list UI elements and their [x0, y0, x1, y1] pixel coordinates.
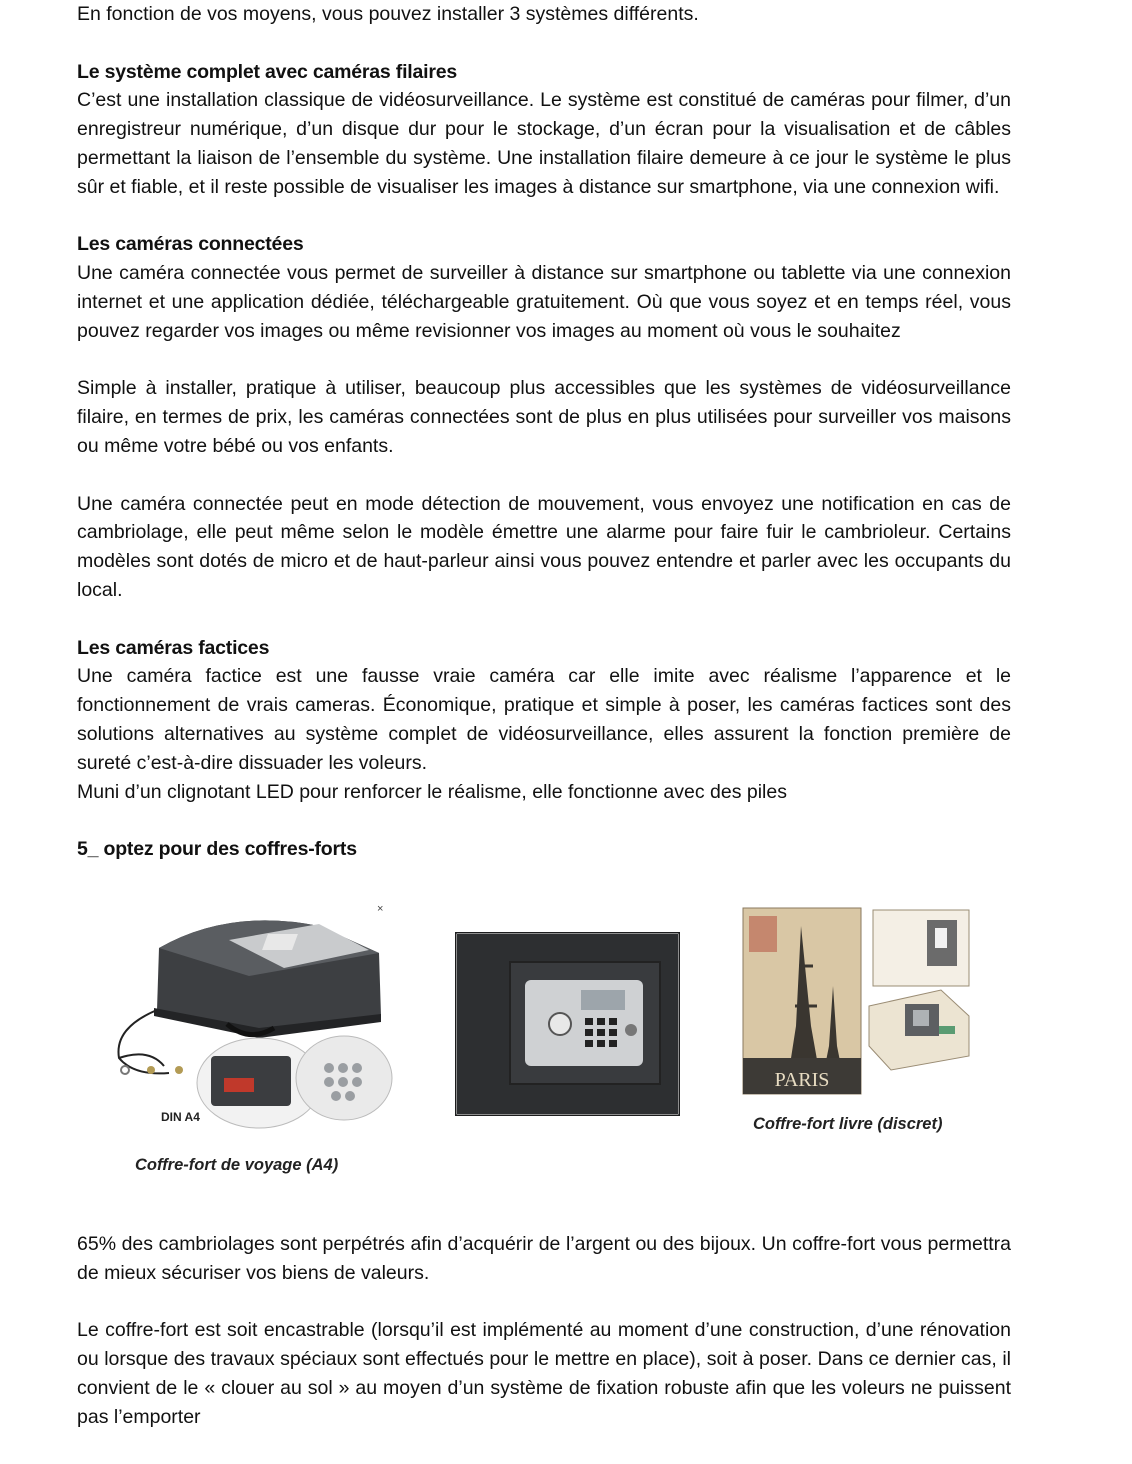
heading-dummy-cameras: Les caméras factices — [77, 636, 270, 659]
paragraph-dummy-1: Une caméra factice est une fausse vraie caméra car elle imite avec réalisme l’apparence et le fonctionnement de vrais cameras. Économique, pratique et simple à poser, les caméras factices sont des solutions alternatives au système complet de vidéosurveillance, elles assurent la fonction première de sureté c’est-à-dire dissuader les voleurs. — [77, 665, 1011, 774]
travel-safe-label: DIN A4 — [161, 1109, 200, 1124]
electronic-safe-image — [455, 932, 680, 1116]
paragraph-safes-1: 65% des cambriolages sont perpétrés afin d’acquérir de l’argent ou des bijoux. Un coffre-fort vous permettra de mieux sécuriser vos biens de valeurs. — [77, 1232, 1011, 1284]
heading-wired-system: Le système complet avec caméras filaires — [77, 60, 458, 83]
intro-paragraph: En fonction de vos moyens, vous pouvez installer 3 systèmes différents. — [77, 3, 699, 25]
svg-text:×: × — [377, 902, 384, 915]
heading-safes: 5_ optez pour des coffres-forts — [77, 838, 357, 861]
book-safe-caption: Coffre-fort livre (discret) — [753, 1114, 943, 1133]
paragraph-connected-2: Simple à installer, pratique à utiliser, beaucoup plus accessibles que les systèmes de vidéosurveillance filaire, en termes de prix, les caméras connectées sont de plus en plus utilisées pour surveiller vos maisons ou même votre bébé ou vos enfants. — [77, 377, 1011, 457]
paragraph-wired-system: C’est une installation classique de vidéosurveillance. Le système est constitué de caméras pour filmer, d’un enregistreur numérique, d’un disque dur pour le stockage, d’un écran pour la visualisation et de câbles permettant la liaison de l’ensemble du système. Une installation filaire demeure à ce jour le système le plus sûr et fiable, et il reste possible de visualiser les images à distance sur smartphone, via une connexion wifi. — [77, 89, 1011, 198]
safes-figures — [77, 870, 1011, 1230]
book-cover-text: PARIS — [774, 1068, 830, 1091]
paragraph-connected-1: Une caméra connectée vous permet de surveiller à distance sur smartphone ou tablette via une connexion internet et une application dédiée, téléchargeable gratuitement. Où que vous soyez et en temps réel, vous pouvez regarder vos images ou même revisionner vos images au moment où vous le souhaitez — [77, 262, 1011, 342]
paragraph-dummy-2: Muni d’un clignotant LED pour renforcer le réalisme, elle fonctionne avec des piles — [77, 780, 787, 803]
travel-safe-caption: Coffre-fort de voyage (A4) — [135, 1155, 339, 1174]
travel-safe-image — [109, 898, 399, 1138]
heading-connected-cameras: Les caméras connectées — [77, 233, 304, 256]
paragraph-safes-2: Le coffre-fort est soit encastrable (lorsqu’il est implémenté au moment d’une construction, d’une rénovation ou lorsque des travaux spéciaux sont effectués pour le mettre en place), soit à poser. Dans ce dernier cas, il convient de le « clouer au sol » au moyen d’un système de fixation robuste afin que les voleurs ne puissent pas l’emporter — [77, 1319, 1011, 1428]
paragraph-connected-3: Une caméra connectée peut en mode détection de mouvement, vous envoyez une notification en cas de cambriolage, elle peut même selon le modèle émettre une alarme pour faire fuir le cambrioleur. Certains modèles sont dotés de micro et de haut-parleur ainsi vous pouvez entendre et parler avec les occupants du local. — [77, 492, 1011, 601]
book-safe-image — [741, 906, 973, 1096]
document-page — [77, 0, 1011, 1431]
